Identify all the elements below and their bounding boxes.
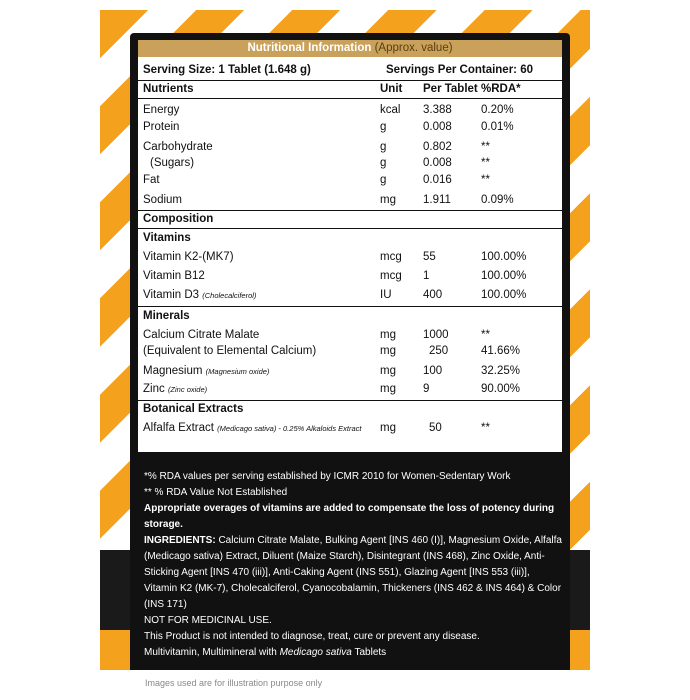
- mineral-name: [143, 383, 207, 395]
- nutrient-unit: g: [380, 141, 387, 153]
- mineral-rda: **: [481, 329, 490, 341]
- vitamin-value: 400: [423, 289, 443, 301]
- vitamin-note: (Cholecalciferol): [202, 291, 257, 300]
- mineral-value: 100: [423, 365, 443, 377]
- vitamin-value: 55: [423, 251, 436, 263]
- botanical-name: [143, 422, 362, 434]
- serving-size: Serving Size: 1 Tablet (1.648 g): [143, 64, 311, 76]
- label-panel: [130, 33, 570, 670]
- vitamin-rda: 100.00%: [481, 270, 527, 282]
- ingredients-text: Calcium Citrate Malate, Bulking Agent [INS 460 (I)], Magnesium Oxide, Alfalfa (Medicago sativa) Extract, Diluent (Maize Starch), Disintegrant (INS 468), Zinc Oxide, Anti-Sticking Agent [INS 470 (iii)], Anti-Caking Agent (INS 551), Glazing Agent [INS 553 (iii)], Vitamin K2 (MK-7), Cholecalciferol, Cyanocobalamin, Thickeners (INS 462 & INS 464) & Color (INS 171): [144, 535, 562, 610]
- botanical-rda: **: [481, 422, 490, 434]
- nutrient-unit: g: [380, 121, 387, 133]
- col-rda: %RDA*: [481, 83, 521, 95]
- nutrient-rda: 0.20%: [481, 104, 514, 116]
- nutrient-rda: 0.09%: [481, 194, 514, 206]
- mineral-value: 1000: [423, 329, 449, 341]
- nutrient-name: Carbohydrate: [143, 141, 213, 153]
- col-nutrients: Nutrients: [143, 83, 194, 95]
- nutrient-name: Protein: [143, 121, 180, 133]
- col-unit: Unit: [380, 83, 403, 95]
- vitamin-name: Vitamin K2-(MK7): [143, 251, 234, 263]
- vitamin-unit: mcg: [380, 270, 402, 282]
- nutrient-value: 0.016: [423, 174, 452, 186]
- rda-note: *% RDA values per serving established by ICMR 2010 for Women-Sedentary Work: [144, 471, 511, 482]
- botanical-label: Alfalfa Extract: [143, 422, 214, 434]
- mineral-name: Calcium Citrate Malate: [143, 329, 260, 341]
- mineral-rda: 90.00%: [481, 383, 521, 395]
- nutrient-rda: **: [481, 174, 490, 186]
- divider: [138, 210, 562, 211]
- nutrient-name: Sodium: [143, 194, 182, 206]
- ingredients: [144, 533, 564, 613]
- mineral-note: (Zinc oxide): [167, 385, 208, 394]
- overages-note: Appropriate overages of vitamins are added to compensate the loss of potency during storage.: [144, 503, 555, 530]
- mineral-rda: 32.25%: [481, 365, 521, 377]
- divider: [138, 400, 562, 401]
- mineral-name: [143, 365, 269, 377]
- section-title: Composition: [143, 213, 214, 225]
- nutrient-rda: **: [481, 141, 490, 153]
- nutrient-value: 0.802: [423, 141, 452, 153]
- section-title: Botanical Extracts: [143, 403, 244, 415]
- rda-not-established: ** % RDA Value Not Established: [144, 487, 288, 498]
- mineral-unit: mg: [380, 345, 396, 357]
- nutrient-value: 3.388: [423, 104, 452, 116]
- mineral-unit: mg: [380, 329, 396, 341]
- section-title: Minerals: [143, 310, 190, 322]
- vitamin-name: Vitamin B12: [143, 270, 205, 282]
- product-species: Medicago sativa: [279, 647, 352, 658]
- nutrient-unit: g: [380, 174, 387, 186]
- divider: [138, 98, 562, 99]
- vitamin-rda: 100.00%: [481, 251, 527, 263]
- divider: [138, 228, 562, 229]
- section-title: Vitamins: [143, 232, 191, 244]
- nutrient-unit: g: [380, 157, 387, 169]
- vitamin-name: [143, 289, 256, 301]
- botanical-value: 50: [429, 422, 442, 434]
- table-title: Nutritional Information: [247, 42, 372, 54]
- nutrient-value: 1.911: [423, 194, 451, 206]
- nutrient-rda: 0.01%: [481, 121, 514, 133]
- col-per-tablet: Per Tablet: [423, 83, 478, 95]
- vitamin-unit: IU: [380, 289, 392, 301]
- nutrient-value: 0.008: [423, 157, 452, 169]
- divider: [138, 80, 562, 81]
- mineral-rda: 41.66%: [481, 345, 521, 357]
- nutrient-name: Fat: [143, 174, 160, 186]
- botanical-unit: mg: [380, 422, 396, 434]
- vitamin-label: Vitamin D3: [143, 289, 200, 301]
- mineral-name: (Equivalent to Elemental Calcium): [143, 345, 317, 357]
- table-subtitle: (Approx. value): [374, 42, 453, 54]
- not-medicinal: NOT FOR MEDICINAL USE.: [144, 615, 272, 626]
- mineral-unit: mg: [380, 365, 396, 377]
- servings-per-container: Servings Per Container: 60: [386, 64, 533, 76]
- product-suffix: Tablets: [354, 647, 387, 658]
- table-header: [138, 40, 562, 57]
- nutrient-name: Energy: [143, 104, 180, 116]
- vitamin-rda: 100.00%: [481, 289, 527, 301]
- mineral-label: Zinc: [143, 383, 165, 395]
- nutrient-value: 0.008: [423, 121, 452, 133]
- vitamin-value: 1: [423, 270, 430, 282]
- nutrient-unit: kcal: [380, 104, 401, 116]
- illustration-credit: Images used are for illustration purpose only: [145, 678, 323, 688]
- nutrition-table: [138, 40, 562, 452]
- mineral-value: 250: [429, 345, 449, 357]
- botanical-note: (Medicago sativa) - 0.25% Alkaloids Extract: [217, 424, 362, 433]
- nutrient-name: (Sugars): [150, 157, 195, 169]
- nutrient-unit: mg: [380, 194, 396, 206]
- divider: [138, 306, 562, 307]
- mineral-unit: mg: [380, 383, 396, 395]
- ingredients-label: INGREDIENTS:: [144, 535, 216, 546]
- mineral-label: Magnesium: [143, 365, 203, 377]
- label-notes: [144, 469, 564, 661]
- product-prefix: Multivitamin, Multimineral with: [144, 647, 277, 658]
- vitamin-unit: mcg: [380, 251, 402, 263]
- nutrient-rda: **: [481, 157, 490, 169]
- mineral-note: (Magnesium oxide): [205, 367, 270, 376]
- mineral-value: 9: [423, 383, 430, 395]
- product-box: [100, 10, 590, 670]
- disclaimer: This Product is not intended to diagnose, treat, cure or prevent any disease.: [144, 631, 480, 642]
- product-description: [144, 645, 564, 661]
